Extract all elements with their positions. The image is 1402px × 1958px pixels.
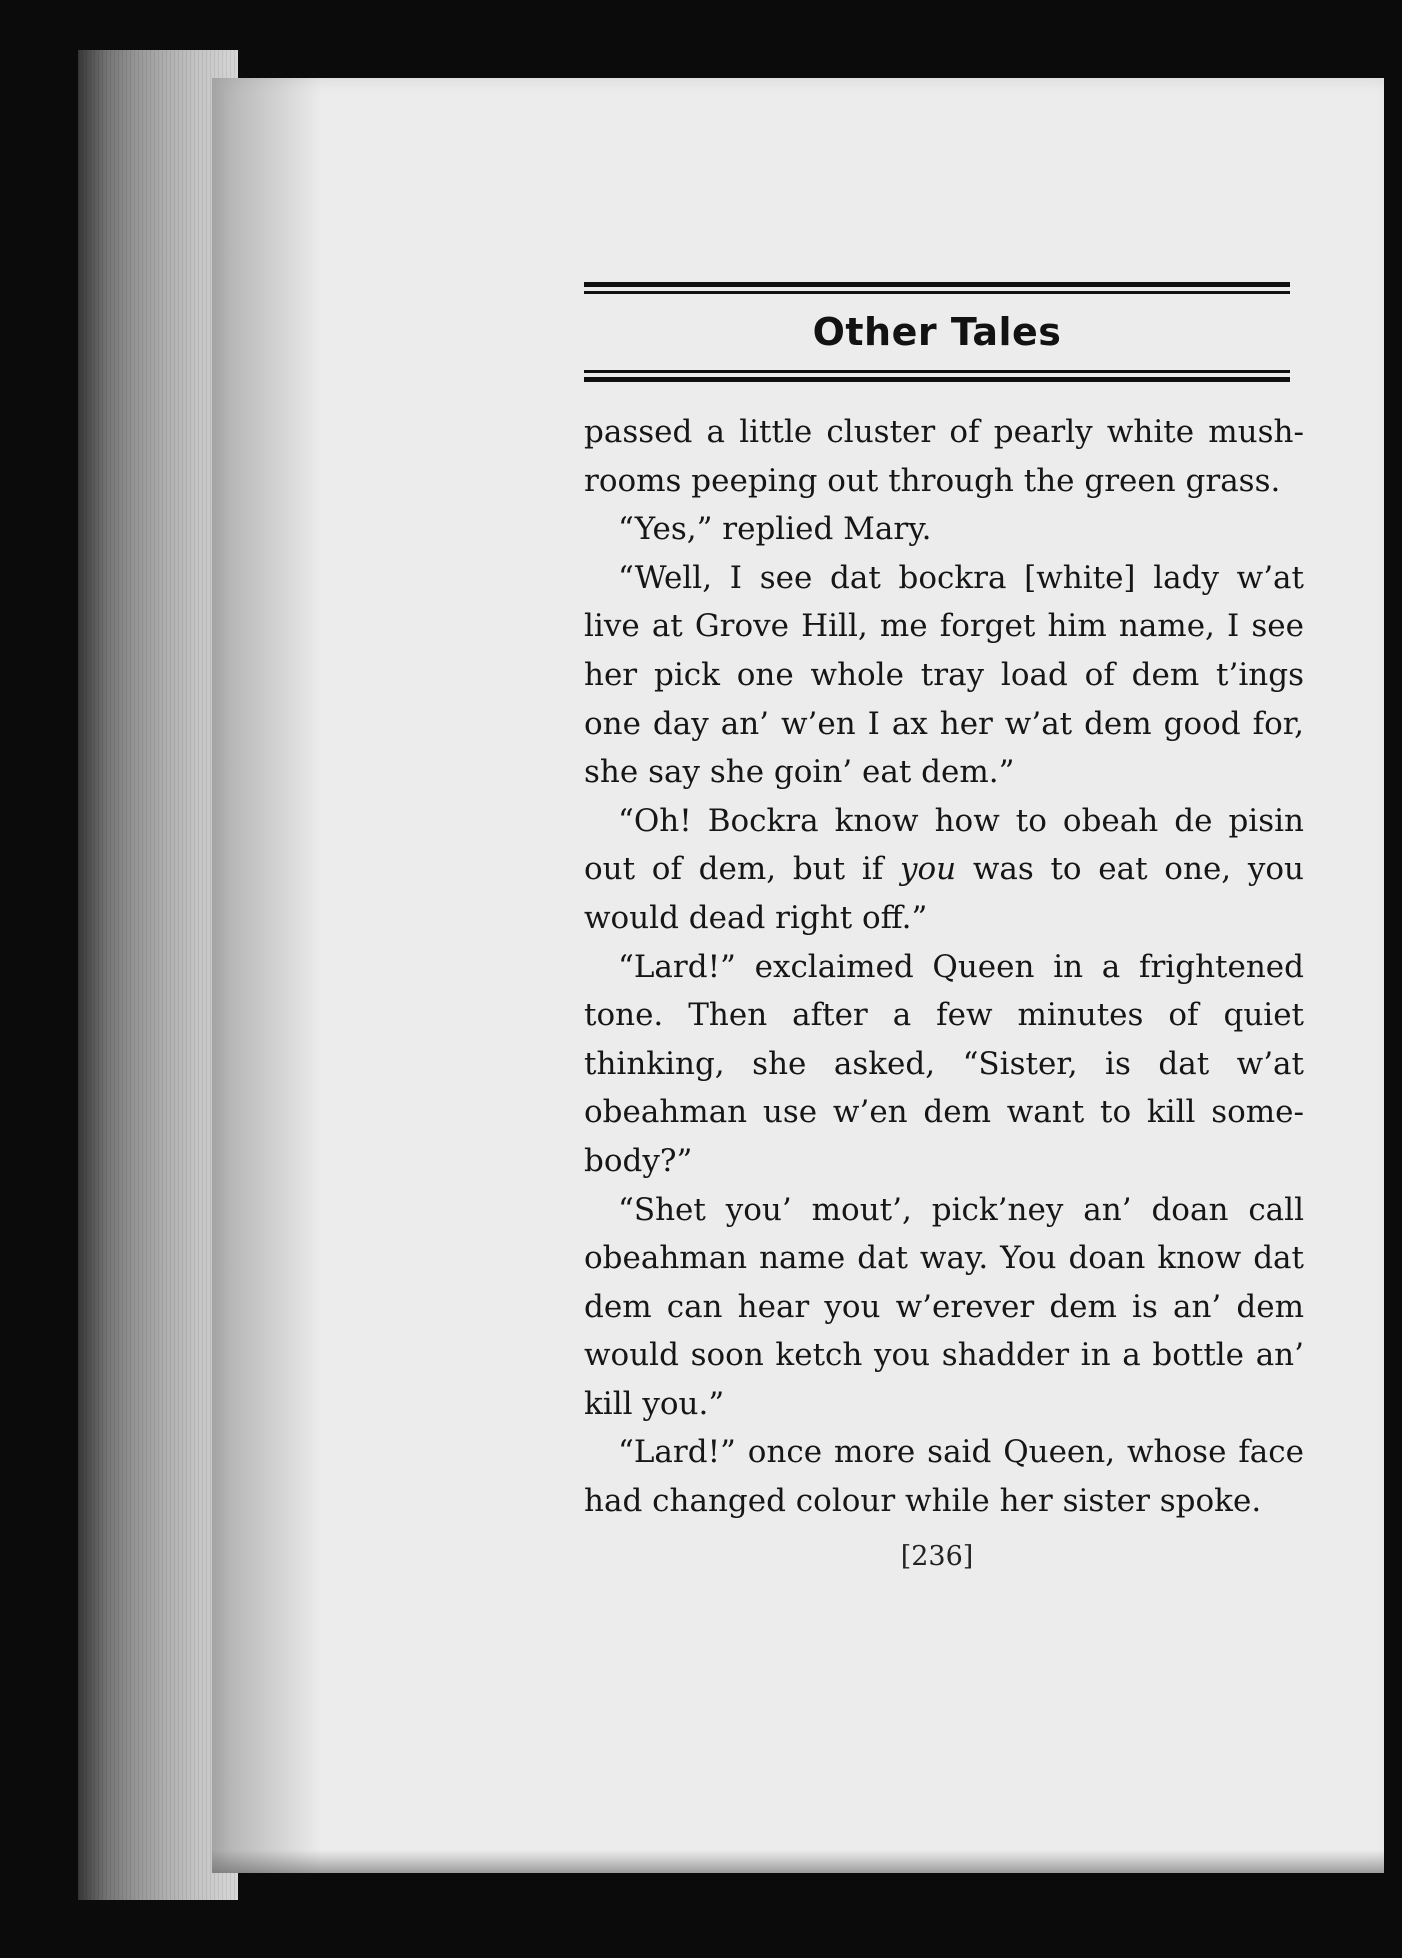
paragraph: “Lard!” once more said Queen, whose face had changed colour while her sister spoke. bbox=[584, 1434, 1304, 1520]
paragraph bbox=[584, 797, 1304, 943]
paragraph-text: was to eat one, you would dead right off.” bbox=[584, 851, 1305, 936]
running-head: Other Tales bbox=[812, 310, 1062, 354]
header-top-rule bbox=[584, 282, 1290, 287]
gutter-shadow bbox=[212, 78, 322, 1873]
page-header bbox=[584, 282, 1290, 388]
header-bottom-rule bbox=[584, 377, 1290, 382]
page-bottom-shadow bbox=[212, 1850, 1384, 1873]
paragraph: “Well, I see dat bockra [white] lady w’at live at Grove Hill, me forget him name, I see her pick one whole tray load of dem t’ings one day an’ w’en I ax her w’at dem good for, she say she goin’ eat dem.” bbox=[584, 559, 1304, 791]
paragraph-text: “Oh! Bockra know how to obeah de pisin out of dem, but if bbox=[584, 802, 1304, 888]
emphasis-text: you bbox=[899, 851, 957, 888]
body-text bbox=[584, 408, 1304, 1526]
paragraph: “Yes,” replied Mary. bbox=[618, 511, 932, 548]
page-number: [236] bbox=[900, 1541, 974, 1572]
paragraph: passed a little cluster of pearly white mush- rooms peeping out through the green grass. bbox=[584, 414, 1304, 499]
paragraph: “Lard!” exclaimed Queen in a frightened tone. Then after a few minutes of quiet thinking, she asked, “Sister, is dat w’at obeahman use w’en dem want to kill some- body?” bbox=[584, 948, 1304, 1179]
header-bottom-rule-thin bbox=[584, 370, 1290, 373]
paragraph: “Shet you’ mout’, pick’ney an’ doan call obeahman name dat way. You doan know dat dem can hear you w’erever dem is an’ dem would soon ketch you shadder in a bottle an’ kill you.” bbox=[584, 1191, 1304, 1422]
header-top-rule-thin bbox=[584, 291, 1290, 294]
